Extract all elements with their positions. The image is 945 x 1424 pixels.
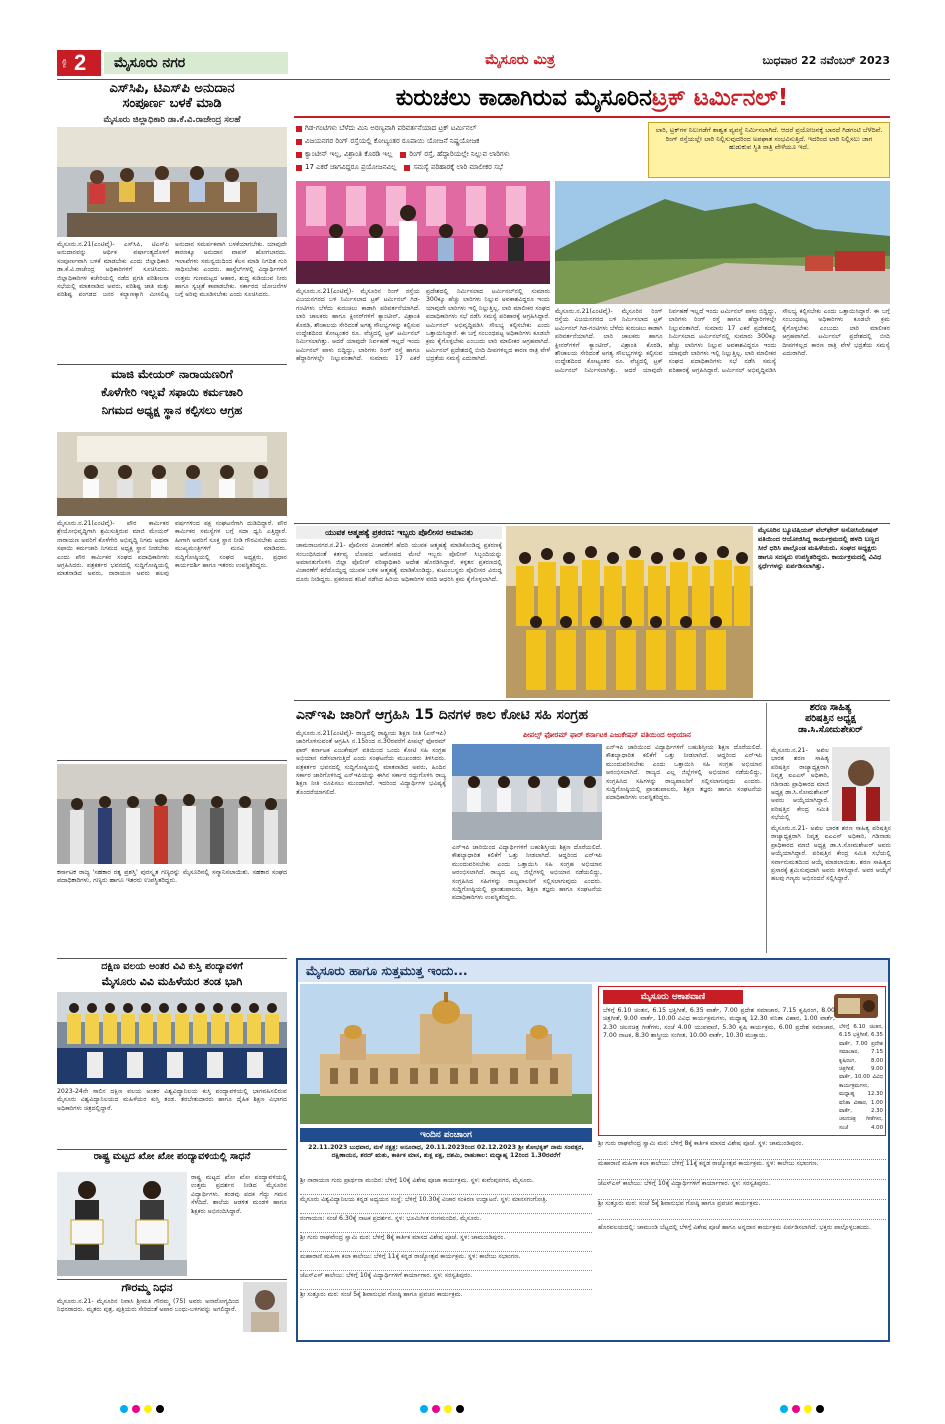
police-headline: ಯುವಕ ಆತ್ಮಹತ್ಯೆ ಪ್ರಕರಣ: ಇಬ್ಬರು ಪೊಲೀಸರ ಅಮಾನತು bbox=[296, 526, 502, 539]
scst-headline-2: ಸಂಪೂರ್ಣ ಬಳಕೆ ಮಾಡಿ bbox=[122, 95, 222, 111]
mayor-headline-2: ಕೊಳೆಗೇರಿ ಇಲ್ಲವೆ ಸಫಾಯಿ ಕರ್ಮಚಾರಿ bbox=[101, 385, 243, 400]
events-list bbox=[300, 1176, 592, 1340]
lead-bullet: ವಿಜಯನಗರ ರಿಂಗ್ ರಸ್ತೆಯಲ್ಲಿ ಕೋಟ್ಯಂತರ ರೂಪಾಯಿ ಯೋಜನೆ ನಿಷ್ಪ್ರಯೋಜಕ bbox=[296, 135, 641, 148]
event-item: ಶ್ರೀ ಸುತ್ತೂರು ಮಠ: ಸಂಜೆ 5ಕ್ಕೆ ಶಿವಾನುಭವ ಗೋಷ್ಠಿ ಹಾಗೂ ಪ್ರವಚನ ಕಾರ್ಯಕ್ರಮ. bbox=[598, 1200, 886, 1220]
event-item: ಶ್ರೀ ನಾರಾಯಣ ಗುರು ಪ್ರಾರ್ಥನಾ ಮಂದಿರ: ಬೆಳಿಗ್ಗೆ 10ಕ್ಕೆ ವಿಶೇಷ ಪೂಜಾ ಕಾರ್ಯಕ್ರಮ. ಸ್ಥಳ: ಕುವೆಂಪುನಗರ, ಮೈಸೂರು. bbox=[300, 1176, 592, 1195]
masthead bbox=[0, 48, 945, 78]
paper-name: ಮೈಸೂರು ಮಿತ್ರ bbox=[485, 52, 555, 68]
kho-headline: ರಾಷ್ಟ್ರ ಮಟ್ಟದ ಖೋ ಖೋ ಪಂದ್ಯಾವಳಿಯಲ್ಲಿ ಸಾಧನೆ bbox=[93, 1151, 251, 1162]
dc-meeting-photo bbox=[57, 127, 287, 237]
panchanga-title: ಇಂದಿನ ಪಂಚಾಂಗ bbox=[300, 1128, 592, 1142]
radio-title: ಮೈಸೂರು ಆಕಾಶವಾಣಿ bbox=[603, 990, 743, 1004]
mayor-article bbox=[57, 368, 287, 758]
event-item: ಮೈಸೂರು ವಿಶ್ವವಿದ್ಯಾನಿಲಯ ಕನ್ನಡ ಅಧ್ಯಯನ ಸಂಸ್ಥೆ: ಬೆಳಿಗ್ಗೆ 10.30ಕ್ಕೆ ವಿಚಾರ ಸಂಕಿರಣ ಉದ್ಘಾಟನೆ. ಸ್ಥಳ: ಮಾನಸಗಂಗೋತ್ರಿ. bbox=[300, 1195, 592, 1214]
obit-headline: ಗೌರಮ್ಮ ನಿಧನ bbox=[121, 1281, 173, 1294]
obit-article bbox=[57, 1282, 287, 1342]
mayor-headline-1: ಮಾಜಿ ಮೇಯರ್ ನಾರಾಯಣರಿಗೆ bbox=[111, 367, 233, 381]
university-caption: 2023-24ನೇ ಸಾಲಿನ ದಕ್ಷಿಣ ವಲಯ ಅಂತರ ವಿಶ್ವವಿದ್ಯಾನಿಲಯ ಕುಸ್ತಿ ಪಂದ್ಯಾವಳಿಯಲ್ಲಿ ಭಾಗವಹಿಸಲಿರುವ ಮೈಸೂರು ವಿಶ್ವವಿದ್ಯಾನಿಲಯದ ಮಹಿಳೆಯರ ಕುಸ್ತಿ ತಂಡ. ತರಬೇತುದಾರರು ಹಾಗೂ ದೈಹಿಕ ಶಿಕ್ಷಣ ವಿಭಾಗದ ಅಧಿಕಾರಿಗಳು ಚಿತ್ರದಲ್ಲಿದ್ದಾರೆ. bbox=[57, 1088, 287, 1112]
lead-body: ಮೈಸೂರು.ನ.21(ಎಂಟಿವೈ)- ಮೈಸೂರಿನ ರಿಂಗ್ ರಸ್ತೆಯ ವಿಜಯನಗರದ ಬಳಿ ನಿರ್ಮಿಸಲಾದ ಟ್ರಕ್ ಟರ್ಮಿನಲ್ ಗಿಡ-ಗಂಟಿಗಳು ಬೆಳೆದು ಕುರುಚಲು ಕಾಡಾಗಿ ಪರಿವರ್ತನೆಯಾಗಿದೆ. ಲಾರಿ ಚಾಲಕರು ಹಾಗೂ ಕ್ಲೀನರ್‌ಗಳಿಗೆ ಕ್ಯಾಂಟೀನ್, ವಿಶ್ರಾಂತಿ ಕೊಠಡಿ, ಶೌಚಾಲಯ ಸೇರಿದಂತೆ ಅಗತ್ಯ ಸೌಲಭ್ಯಗಳನ್ನು ಕಲ್ಪಿಸುವ ಉದ್ದೇಶದಿಂದ ಕೋಟ್ಯಂತರ ರೂ. ವೆಚ್ಚದಲ್ಲಿ ಟ್ರಕ್ ಟರ್ಮಿನಲ್ ನಿರ್ಮಿಸಲಾಗಿತ್ತು. ಆದರೆ ಯಾವುದೇ ನಿರ್ವಹಣೆ ಇಲ್ಲದೆ ಇಂದು ಟರ್ಮಿನಲ್ ಪಾಳು ಬಿದ್ದಿದ್ದು, ಲಾರಿಗಳು ರಿಂಗ್ ರಸ್ತೆ ಹಾಗೂ ಹೆದ್ದಾರಿಗಳಲ್ಲೇ ನಿಲ್ಲುವಂತಾಗಿದೆ. ಸುಮಾರು 17 ಎಕರೆ ಪ್ರದೇಶದಲ್ಲಿ ನಿರ್ಮಿಸಲಾದ ಟರ್ಮಿನಲ್‌ನಲ್ಲಿ ಸುಮಾರು 300ಕ್ಕೂ ಹೆಚ್ಚು ಲಾರಿಗಳು ನಿಲ್ಲುವ ಅವಕಾಶವಿದ್ದರೂ ಇಂದು ಯಾವುದೇ ಲಾರಿಗಳು ಇಲ್ಲಿ ನಿಲ್ಲುತ್ತಿಲ್ಲ. ಲಾರಿ ಮಾಲೀಕರ ಸಂಘದ ಪದಾಧಿಕಾರಿಗಳು ಸಭೆ ನಡೆಸಿ ಸಮಸ್ಯೆ ಪರಿಹಾರಕ್ಕೆ ಆಗ್ರಹಿಸಿದ್ದಾರೆ. ಟರ್ಮಿನಲ್ ಅಭಿವೃದ್ಧಿಪಡಿಸಿ ಸೌಲಭ್ಯ ಕಲ್ಪಿಸಬೇಕು ಎಂದು ಒತ್ತಾಯಿಸಿದ್ದಾರೆ. ಈ ಬಗ್ಗೆ ಸಂಬಂಧಪಟ್ಟ ಅಧಿಕಾರಿಗಳು ಕೂಡಲೇ ಕ್ರಮ ಕೈಗೊಳ್ಳಬೇಕು ಎಂಬುದು ಲಾರಿ ಮಾಲೀಕರ ಆಗ್ರಹವಾಗಿದೆ. ಟರ್ಮಿನಲ್ ಪ್ರದೇಶದಲ್ಲಿ ಬೀದಿ ದೀಪಗಳಿಲ್ಲದ ಕಾರಣ ರಾತ್ರಿ ವೇಳೆ ಭದ್ರತೆಯ ಸಮಸ್ಯೆ ಎದುರಾಗಿದೆ. bbox=[296, 288, 550, 363]
event-item: ಶ್ರೀ ಗುರು ರಾಘವೇಂದ್ರ ಸ್ವಾಮಿ ಮಠ: ಬೆಳಿಗ್ಗೆ 8ಕ್ಕೆ ಕಾರ್ತಿಕ ಮಾಸದ ವಿಶೇಷ ಪೂಜೆ. ಸ್ಥಳ: ಚಾಮುಂಡಿಪುರಂ. bbox=[300, 1233, 592, 1252]
nep-body: ಮೈಸೂರು.ನ.21(ಎಂಟಿವೈ)- ರಾಜ್ಯದಲ್ಲಿ ರಾಷ್ಟ್ರೀಯ ಶಿಕ್ಷಣ ನೀತಿ (ಎನ್‌ಇಪಿ) ಜಾರಿಗೊಳಿಸುವಂತೆ ಆಗ್ರಹಿಸಿ ನ.15ರಿಂದ ನ.30ರವರೆಗೆ ಪೀಪಲ್ಸ್ ಫೋರಮ್ ಫಾರ್ ಕರ್ನಾಟಕ ಎಜುಕೇಷನ್ ವತಿಯಿಂದ ಒಂದು ಕೋಟಿ ಸಹಿ ಸಂಗ್ರಹ ಅಭಿಯಾನ ನಡೆಸಲಾಗುತ್ತಿದೆ ಎಂದು ಸಂಘಟನೆಯ ಮುಖಂಡರು ತಿಳಿಸಿದರು. ಪತ್ರಕರ್ತರ ಭವನದಲ್ಲಿ ಸುದ್ದಿಗೋಷ್ಠಿಯಲ್ಲಿ ಮಾತನಾಡಿದ ಅವರು, ಹಿಂದಿನ ಸರ್ಕಾರ ಜಾರಿಗೊಳಿಸಿದ್ದ ಎನ್‌ಇಪಿಯನ್ನು ಈಗಿನ ಸರ್ಕಾರ ರದ್ದುಗೊಳಿಸಿ ರಾಜ್ಯ ಶಿಕ್ಷಣ ನೀತಿ ರೂಪಿಸಲು ಮುಂದಾಗಿದೆ. ಇದರಿಂದ ವಿದ್ಯಾರ್ಥಿಗಳ ಭವಿಷ್ಯಕ್ಕೆ ತೊಂದರೆಯಾಗಲಿದೆ. bbox=[296, 730, 446, 796]
award-photo bbox=[57, 764, 287, 864]
scst-body: ಮೈಸೂರು.ನ.21(ಎಂಟಿವೈ)- ಎಸ್‌ಸಿಪಿ, ಟಿಎಸ್‌ಪಿ ಅನುದಾನವನ್ನು ಆರ್ಥಿಕ ವರ್ಷಾಂತ್ಯದೊಳಗೆ ಸಂಪೂರ್ಣವಾಗಿ ಬಳಕೆ ಮಾಡಬೇಕು ಎಂದು ಜಿಲ್ಲಾಧಿಕಾರಿ ಡಾ.ಕೆ.ವಿ.ರಾಜೇಂದ್ರ ಅಧಿಕಾರಿಗಳಿಗೆ ಸೂಚಿಸಿದರು. ಜಿಲ್ಲಾಧಿಕಾರಿಗಳ ಕಚೇರಿಯಲ್ಲಿ ನಡೆದ ಪ್ರಗತಿ ಪರಿಶೀಲನಾ ಸಭೆಯಲ್ಲಿ ಮಾತನಾಡಿದ ಅವರು, ಪರಿಶಿಷ್ಟ ಜಾತಿ ಮತ್ತು ಪರಿಶಿಷ್ಟ ಪಂಗಡದ ಜನರ ಕಲ್ಯಾಣಕ್ಕಾಗಿ ಮೀಸಲಿಟ್ಟ ಅನುದಾನ ಸಮರ್ಪಕವಾಗಿ ಬಳಕೆಯಾಗಬೇಕು. ಯಾವುದೇ ಕಾರಣಕ್ಕೂ ಅನುದಾನ ವಾಪಸ್ ಹೋಗಬಾರದು. ಇಲಾಖೆಗಳು ಸಮನ್ವಯದಿಂದ ಕೆಲಸ ಮಾಡಿ ನಿಗದಿತ ಗುರಿ ಸಾಧಿಸಬೇಕು ಎಂದರು. ಹಾಸ್ಟೆಲ್‌ಗಳಲ್ಲಿ ವಿದ್ಯಾರ್ಥಿಗಳಿಗೆ ಉತ್ತಮ ಗುಣಮಟ್ಟದ ಆಹಾರ, ಶುದ್ಧ ಕುಡಿಯುವ ನೀರು ಹಾಗೂ ಸ್ವಚ್ಛತೆ ಕಾಪಾಡಬೇಕು. ಸರ್ಕಾರದ ಯೋಜನೆಗಳ ಬಗ್ಗೆ ಅರಿವು ಮೂಡಿಸಬೇಕು ಎಂದು ಸೂಚಿಸಿದರು. bbox=[57, 241, 287, 299]
truck-terminal-photo bbox=[555, 181, 890, 304]
sharana-article bbox=[766, 703, 890, 953]
lead-bullet: 17 ಎಕರೆ ಜಾಗವಿದ್ದರೂ ಪ್ರಯೋಜನವಿಲ್ಲ ಸಮಸ್ಯೆ ಪರಿಹಾರಕ್ಕೆ ಲಾರಿ ಮಾಲೀಕರ ಸಭೆ bbox=[296, 161, 641, 174]
obit-body: ಮೈಸೂರು.ನ.21- ಮೈಸೂರಿನ ನಿವಾಸಿ ಶ್ರೀಮತಿ ಗೌರಮ್ಮ (75) ಅವರು ಅನಾರೋಗ್ಯದಿಂದ ನಿಧನರಾದರು. ಮೃತರು ಪುತ್ರ, ಪುತ್ರಿಯರು ಸೇರಿದಂತೆ ಅಪಾರ ಬಂಧು-ಬಳಗವನ್ನು ಅಗಲಿದ್ದಾರೆ. bbox=[57, 1298, 239, 1314]
event-item: ಜೆಎಸ್‌ಎಸ್ ಕಾಲೇಜು: ಬೆಳಿಗ್ಗೆ 10ಕ್ಕೆ ವಿದ್ಯಾರ್ಥಿಗಳಿಗೆ ಕಾರ್ಯಾಗಾರ. ಸ್ಥಳ: ಸರಸ್ವತಿಪುರಂ. bbox=[300, 1271, 592, 1290]
event-item: ಶ್ರೀ ಗುರು ರಾಘವೇಂದ್ರ ಸ್ವಾಮಿ ಮಠ: ಬೆಳಿಗ್ಗೆ 8ಕ್ಕೆ ಕಾರ್ತಿಕ ಮಾಸದ ವಿಶೇಷ ಪೂಜೆ. ಸ್ಥಳ: ಚಾಮುಂಡಿಪುರಂ. bbox=[598, 1140, 886, 1160]
page-number: 2 bbox=[74, 50, 87, 75]
event-item: ಮಹಾರಾಣಿ ಮಹಿಳಾ ಕಲಾ ಕಾಲೇಜು: ಬೆಳಿಗ್ಗೆ 11ಕ್ಕೆ ಕನ್ನಡ ರಾಜ್ಯೋತ್ಸವ ಕಾರ್ಯಕ್ರಮ. ಸ್ಥಳ: ಕಾಲೇಜು ಸಭಾಂಗಣ. bbox=[598, 1160, 886, 1180]
event-item: ಮಹಾರಾಣಿ ಮಹಿಳಾ ಕಲಾ ಕಾಲೇಜು: ಬೆಳಿಗ್ಗೆ 11ಕ್ಕೆ ಕನ್ನಡ ರಾಜ್ಯೋತ್ಸವ ಕಾರ್ಯಕ್ರಮ. ಸ್ಥಳ: ಕಾಲೇಜು ಸಭಾಂಗಣ. bbox=[300, 1252, 592, 1271]
truck-meeting-photo bbox=[296, 181, 550, 284]
today-banner: ಮೈಸೂರು ಹಾಗೂ ಸುತ್ತಮುತ್ತ ಇಂದು... bbox=[298, 960, 888, 982]
women-group-photo bbox=[506, 526, 753, 698]
university-article bbox=[57, 962, 287, 1147]
sharana-headline-3: ಡಾ.ಸಿ.ಸೋಮಶೇಖರ್ bbox=[798, 724, 863, 735]
police-body: ಚಾಮರಾಜನಗರ.ನ.21- ಪೊಲೀಸರ ವಿಚಾರಣೆಗೆ ಹೆದರಿ ಯುವಕ ಆತ್ಮಹತ್ಯೆ ಮಾಡಿಕೊಂಡಿದ್ದ ಪ್ರಕರಣಕ್ಕೆ ಸಂಬಂಧಿಸಿದಂತೆ ಕರ್ತವ್ಯ ಲೋಪದ ಆರೋಪದ ಮೇಲೆ ಇಬ್ಬರು ಪೊಲೀಸ್ ಸಿಬ್ಬಂದಿಯನ್ನು ಅಮಾನತುಗೊಳಿಸಿ ಜಿಲ್ಲಾ ಪೊಲೀಸ್ ವರಿಷ್ಠಾಧಿಕಾರಿ ಆದೇಶ ಹೊರಡಿಸಿದ್ದಾರೆ. ಕಳ್ಳತನ ಪ್ರಕರಣದಲ್ಲಿ ವಿಚಾರಣೆಗೆ ಕರೆದೊಯ್ದಿದ್ದ ಯುವಕ ಬಳಿಕ ಆತ್ಮಹತ್ಯೆ ಮಾಡಿಕೊಂಡಿದ್ದು, ಕುಟುಂಬಸ್ಥರು ಪೊಲೀಸರ ವಿರುದ್ಧ ದೂರು ನೀಡಿದ್ದರು. ಪ್ರಕರಣದ ತನಿಖೆ ನಡೆಸಿದ ಹಿರಿಯ ಅಧಿಕಾರಿಗಳ ವರದಿ ಆಧರಿಸಿ ಕ್ರಮ ಕೈಗೊಳ್ಳಲಾಗಿದೆ. bbox=[296, 542, 502, 583]
nep-body-right: ಎನ್‌ಇಪಿ ಜಾರಿಯಿಂದ ವಿದ್ಯಾರ್ಥಿಗಳಿಗೆ ಬಹುಶಿಸ್ತೀಯ ಶಿಕ್ಷಣ ದೊರೆಯಲಿದೆ. ಕೌಶಲ್ಯಾಧಾರಿತ ಕಲಿಕೆಗೆ ಒತ್ತು ನೀಡಲಾಗಿದೆ. ಆದ್ದರಿಂದ ಎನ್‌ಇಪಿ ಮುಂದುವರಿಸಬೇಕು ಎಂದು ಒತ್ತಾಯಿಸಿ ಸಹಿ ಸಂಗ್ರಹ ಅಭಿಯಾನ ಆರಂಭಿಸಲಾಗಿದೆ. ರಾಜ್ಯದ ಎಲ್ಲ ಜಿಲ್ಲೆಗಳಲ್ಲಿ ಅಭಿಯಾನ ನಡೆಯಲಿದ್ದು, ಸಂಗ್ರಹಿಸಿದ ಸಹಿಗಳನ್ನು ರಾಜ್ಯಪಾಲರಿಗೆ ಸಲ್ಲಿಸಲಾಗುವುದು ಎಂದರು. ಸುದ್ದಿಗೋಷ್ಠಿಯಲ್ಲಿ ಪ್ರಾಂಶುಪಾಲರು, ಶಿಕ್ಷಣ ತಜ್ಞರು ಹಾಗೂ ಸಂಘಟನೆಯ ಪದಾಧಿಕಾರಿಗಳು ಉಪಸ್ಥಿತರಿದ್ದರು. bbox=[606, 744, 762, 802]
mayor-body: ಮೈಸೂರು.ನ.21(ಎಂಟಿವೈ)- ಪೌರ ಕಾರ್ಮಿಕರ ಶ್ರೇಯೋಭಿವೃದ್ಧಿಗಾಗಿ ಶ್ರಮಿಸುತ್ತಿರುವ ಮಾಜಿ ಮೇಯರ್ ನಾರಾಯಣ ಅವರಿಗೆ ಕೊಳೆಗೇರಿ ಅಭಿವೃದ್ಧಿ ನಿಗಮ ಅಥವಾ ಸಫಾಯಿ ಕರ್ಮಚಾರಿ ನಿಗಮದ ಅಧ್ಯಕ್ಷ ಸ್ಥಾನ ನೀಡಬೇಕು ಎಂದು ಪೌರ ಕಾರ್ಮಿಕರ ಸಂಘದ ಪದಾಧಿಕಾರಿಗಳು ಆಗ್ರಹಿಸಿದರು. ಪತ್ರಕರ್ತರ ಭವನದಲ್ಲಿ ಸುದ್ದಿಗೋಷ್ಠಿಯಲ್ಲಿ ಮಾತನಾಡಿದ ಅವರು, ನಾರಾಯಣ ಅವರು ಹಲವು ವರ್ಷಗಳಿಂದ ಪಕ್ಷ ಸಂಘಟನೆಗಾಗಿ ದುಡಿದಿದ್ದಾರೆ. ಪೌರ ಕಾರ್ಮಿಕರ ಸಮಸ್ಯೆಗಳ ಬಗ್ಗೆ ಸದಾ ಧ್ವನಿ ಎತ್ತಿದ್ದಾರೆ. ಹೀಗಾಗಿ ಅವರಿಗೆ ಸೂಕ್ತ ಸ್ಥಾನ ನೀಡಿ ಗೌರವಿಸಬೇಕು ಎಂದು ಮುಖ್ಯಮಂತ್ರಿಗಳಿಗೆ ಮನವಿ ಮಾಡಿದರು. ಸುದ್ದಿಗೋಷ್ಠಿಯಲ್ಲಿ ಸಂಘದ ಅಧ್ಯಕ್ಷರು, ಪ್ರಧಾನ ಕಾರ್ಯದರ್ಶಿ ಹಾಗೂ ಇತರರು ಉಪಸ್ಥಿತರಿದ್ದರು. bbox=[57, 520, 287, 578]
scst-subhead: ಮೈಸೂರು ಜಿಲ್ಲಾಧಿಕಾರಿ ಡಾ.ಕೆ.ವಿ.ರಾಜೇಂದ್ರ ಸಲಹೆ bbox=[103, 114, 241, 125]
nep-strip: ಪೀಪಲ್ಸ್ ಫೋರಮ್ ಫಾರ್ ಕರ್ನಾಟಕ ಎಜುಕೇಷನ್ ವತಿಯಿಂದ ಅಭಿಯಾನ bbox=[522, 730, 692, 739]
panchanga-text: 22.11.2023 ಬುಧವಾರ, ಮಳೆ ನಕ್ಷತ್ರ: ಅನೂರಾಧ, 20.11.2023ರಿಂದ 02.12.2023 ಶ್ರೀ ಶೋಭಕೃತ್ ನಾಮ ಸಂವತ್ಸರ, ದಕ್ಷಿಣಾಯನ, ಶರದ್ ಋತು, ಕಾರ್ತಿಕ ಮಾಸ, ಶುಕ್ಲ ಪಕ್ಷ, ದಶಮಿ, ರಾಹುಕಾಲ: ಮಧ್ಯಾಹ್ನ 12ರಿಂದ 1.30ರವರೆಗೆ bbox=[308, 1144, 584, 1160]
registration-marks bbox=[0, 1405, 945, 1417]
page-number-badge bbox=[57, 50, 101, 76]
sharana-headline-2: ಪರಿಷತ್ತಿನ ಅಧ್ಯಕ್ಷ bbox=[805, 712, 856, 724]
nep-headline: ಎನ್‌ಇಪಿ ಜಾರಿಗೆ ಆಗ್ರಹಿಸಿ 15 ದಿನಗಳ ಕಾಲ ಕೋಟಿ ಸಹಿ ಸಂಗ್ರಹ bbox=[296, 707, 589, 723]
extra-note: ಹೊರವಲಯದಲ್ಲಿ: ಚಾಮುಂಡಿ ಬೆಟ್ಟದಲ್ಲಿ ಬೆಳಿಗ್ಗೆ ವಿಶೇಷ ಪೂಜೆ ಹಾಗೂ ಅನ್ನದಾನ ಕಾರ್ಯಕ್ರಮ ಏರ್ಪಡಿಸಲಾಗಿದೆ. ಭಕ್ತರು ಪಾಲ್ಗೊಳ್ಳಬಹುದು. bbox=[598, 1224, 871, 1231]
lead-bullets bbox=[296, 122, 641, 178]
kho-article bbox=[57, 1152, 287, 1277]
events-list-right bbox=[598, 1140, 886, 1340]
sharana-headline-1: ಶರಣ ಸಾಹಿತ್ಯ bbox=[809, 702, 852, 713]
scst-headline-1: ಎಸ್‌ಸಿಪಿ, ಟಿಎಸ್‌ಪಿ ಅನುದಾನ bbox=[109, 81, 235, 96]
radio-schedule-right: ಬೆಳಿಗ್ಗೆ 6.10 ಚಿಂತನ, 6.15 ಭಕ್ತಿಗೀತೆ, 6.35 ವಾರ್ತೆ, 7.00 ಪ್ರದೇಶ ಸಮಾಚಾರ, 7.15 ಕೃಷಿರಂಗ, 8.00 ಚಿತ್ರಗೀತೆ, 9.00 ವಾರ್ತೆ, 10.00 ವಿವಿಧ ಕಾರ್ಯಕ್ರಮಗಳು, ಮಧ್ಯಾಹ್ನ 12.30 ವನಿತಾ ವಿಹಾರ, 1.00 ವಾರ್ತೆ, 2.30 ಚಲನಚಿತ್ರ ಗೀತೆಗಳು, ಸಂಜೆ 4.00 bbox=[839, 1024, 883, 1131]
kho-players-photo bbox=[57, 1172, 187, 1276]
university-headline-2: ಮೈಸೂರು ವಿವಿ ಮಹಿಳೆಯರ ತಂಡ ಭಾಗಿ bbox=[101, 974, 243, 988]
lead-headline-main: ಕುರುಚಲು ಕಾಡಾಗಿರುವ ಮೈಸೂರಿನ bbox=[395, 85, 652, 111]
radio-icon bbox=[833, 991, 879, 1019]
section-title: ಮೈಸೂರು ನಗರ bbox=[104, 52, 288, 74]
sharana-body: ಮೈಸೂರು.ನ.21- ಅಖಿಲ ಭಾರತ ಶರಣ ಸಾಹಿತ್ಯ ಪರಿಷತ್ತಿನ ರಾಜ್ಯಾಧ್ಯಕ್ಷರಾಗಿ ನಿವೃತ್ತ ಐಎಎಸ್ ಅಧಿಕಾರಿ, ಗಡಿನಾಡು ಪ್ರಾಧಿಕಾರದ ಮಾಜಿ ಅಧ್ಯಕ್ಷ ಡಾ.ಸಿ.ಸೋಮಶೇಖರ್ ಅವರು ಆಯ್ಕೆಯಾಗಿದ್ದಾರೆ. ಪರಿಷತ್ತಿನ ಕೇಂದ್ರ ಸಮಿತಿ ಸಭೆಯಲ್ಲಿ bbox=[771, 747, 829, 822]
event-item: ಶ್ರೀ ಸುತ್ತೂರು ಮಠ: ಸಂಜೆ 5ಕ್ಕೆ ಶಿವಾನುಭವ ಗೋಷ್ಠಿ ಹಾಗೂ ಪ್ರವಚನ ಕಾರ್ಯಕ್ರಮ. bbox=[300, 1291, 463, 1298]
radio-schedule: ಬೆಳಿಗ್ಗೆ 6.10 ಚಿಂತನ, 6.15 ಭಕ್ತಿಗೀತೆ, 6.35 ವಾರ್ತೆ, 7.00 ಪ್ರದೇಶ ಸಮಾಚಾರ, 7.15 ಕೃಷಿರಂಗ, 8.00 ಚಿತ್ರಗೀತೆ, 9.00 ವಾರ್ತೆ, 10.00 ವಿವಿಧ ಕಾರ್ಯಕ್ರಮಗಳು, ಮಧ್ಯಾಹ್ನ 12.30 ವನಿತಾ ವಿಹಾರ, 1.00 ವಾರ್ತೆ, 2.30 ಚಲನಚಿತ್ರ ಗೀತೆಗಳು, ಸಂಜೆ 4.00 ಯುವವಾಣಿ, 5.30 ಕೃಷಿ ಕಾರ್ಯಕ್ರಮ, 6.00 ಪ್ರದೇಶ ಸಮಾಚಾರ, 7.00 ನಾಟಕ, 8.30 ಶಾಸ್ತ್ರೀಯ ಸಂಗೀತ, 10.00 ವಾರ್ತೆ, 10.30 ಮುಕ್ತಾಯ. bbox=[603, 1007, 835, 1040]
press-meet-photo bbox=[57, 432, 287, 516]
nep-body-lower: ಎನ್‌ಇಪಿ ಜಾರಿಯಿಂದ ವಿದ್ಯಾರ್ಥಿಗಳಿಗೆ ಬಹುಶಿಸ್ತೀಯ ಶಿಕ್ಷಣ ದೊರೆಯಲಿದೆ. ಕೌಶಲ್ಯಾಧಾರಿತ ಕಲಿಕೆಗೆ ಒತ್ತು ನೀಡಲಾಗಿದೆ. ಆದ್ದರಿಂದ ಎನ್‌ಇಪಿ ಮುಂದುವರಿಸಬೇಕು ಎಂದು ಒತ್ತಾಯಿಸಿ ಸಹಿ ಸಂಗ್ರಹ ಅಭಿಯಾನ ಆರಂಭಿಸಲಾಗಿದೆ. ರಾಜ್ಯದ ಎಲ್ಲ ಜಿಲ್ಲೆಗಳಲ್ಲಿ ಅಭಿಯಾನ ನಡೆಯಲಿದ್ದು, ಸಂಗ್ರಹಿಸಿದ ಸಹಿಗಳನ್ನು ರಾಜ್ಯಪಾಲರಿಗೆ ಸಲ್ಲಿಸಲಾಗುವುದು ಎಂದರು. ಸುದ್ದಿಗೋಷ್ಠಿಯಲ್ಲಿ ಪ್ರಾಂಶುಪಾಲರು, ಶಿಕ್ಷಣ ತಜ್ಞರು ಹಾಗೂ ಸಂಘಟನೆಯ ಪದಾಧಿಕಾರಿಗಳು ಉಪಸ್ಥಿತರಿದ್ದರು. bbox=[452, 844, 602, 902]
issue-date: ಬುಧವಾರ 22 ನವೆಂಬರ್ 2023 bbox=[762, 54, 890, 67]
somashekhar-portrait bbox=[832, 747, 890, 821]
university-headline-1: ದಕ್ಷಿಣ ವಲಯ ಅಂತರ ವಿವಿ ಕುಸ್ತಿ ಪಂದ್ಯಾವಳಿಗೆ bbox=[101, 961, 243, 972]
event-item: ಜೆಎಸ್‌ಎಸ್ ಕಾಲೇಜು: ಬೆಳಿಗ್ಗೆ 10ಕ್ಕೆ ವಿದ್ಯಾರ್ಥಿಗಳಿಗೆ ಕಾರ್ಯಾಗಾರ. ಸ್ಥಳ: ಸರಸ್ವತಿಪುರಂ. bbox=[598, 1180, 886, 1200]
award-article bbox=[57, 764, 287, 954]
nep-press-photo bbox=[452, 744, 602, 840]
women-caption: ಮೈಸೂರಿನ ಬ್ಯೂಟಿಷಿಯನ್ ವೆಲ್‌ಫೇರ್ ಅಸೋಸಿಯೇಷನ್ ವತಿಯಿಂದ ಆಯೋಜಿಸಿದ್ದ ಕಾರ್ಯಕ್ರಮದಲ್ಲಿ ಹಳದಿ ಬಣ್ಣದ ಸೀರೆ ಧರಿಸಿ ಪಾಲ್ಗೊಂಡ ಮಹಿಳೆಯರು. ಸಂಘದ ಅಧ್ಯಕ್ಷರು ಹಾಗೂ ಸದಸ್ಯರು ಉಪಸ್ಥಿತರಿದ್ದರು. ಕಾರ್ಯಕ್ರಮದಲ್ಲಿ ವಿವಿಧ ಸ್ಪರ್ಧೆಗಳನ್ನು ಏರ್ಪಡಿಸಲಾಗಿತ್ತು. bbox=[758, 526, 882, 570]
palace-photo bbox=[300, 984, 592, 1124]
mayor-headline-3: ನಿಗಮದ ಅಧ್ಯಕ್ಷ ಸ್ಥಾನ ಕಲ್ಪಿಸಲು ಆಗ್ರಹ bbox=[101, 403, 243, 418]
lead-headline-accent: ಟ್ರಕ್ ಟರ್ಮಿನಲ್! bbox=[651, 85, 789, 111]
obit-portrait bbox=[243, 1282, 287, 1332]
radio-box bbox=[598, 986, 886, 1136]
lead-body-continued: ಮೈಸೂರು.ನ.21(ಎಂಟಿವೈ)- ಮೈಸೂರಿನ ರಿಂಗ್ ರಸ್ತೆಯ ವಿಜಯನಗರದ ಬಳಿ ನಿರ್ಮಿಸಲಾದ ಟ್ರಕ್ ಟರ್ಮಿನಲ್ ಗಿಡ-ಗಂಟಿಗಳು ಬೆಳೆದು ಕುರುಚಲು ಕಾಡಾಗಿ ಪರಿವರ್ತನೆಯಾಗಿದೆ. ಲಾರಿ ಚಾಲಕರು ಹಾಗೂ ಕ್ಲೀನರ್‌ಗಳಿಗೆ ಕ್ಯಾಂಟೀನ್, ವಿಶ್ರಾಂತಿ ಕೊಠಡಿ, ಶೌಚಾಲಯ ಸೇರಿದಂತೆ ಅಗತ್ಯ ಸೌಲಭ್ಯಗಳನ್ನು ಕಲ್ಪಿಸುವ ಉದ್ದೇಶದಿಂದ ಕೋಟ್ಯಂತರ ರೂ. ವೆಚ್ಚದಲ್ಲಿ ಟ್ರಕ್ ಟರ್ಮಿನಲ್ ನಿರ್ಮಿಸಲಾಗಿತ್ತು. ಆದರೆ ಯಾವುದೇ ನಿರ್ವಹಣೆ ಇಲ್ಲದೆ ಇಂದು ಟರ್ಮಿನಲ್ ಪಾಳು ಬಿದ್ದಿದ್ದು, ಲಾರಿಗಳು ರಿಂಗ್ ರಸ್ತೆ ಹಾಗೂ ಹೆದ್ದಾರಿಗಳಲ್ಲೇ ನಿಲ್ಲುವಂತಾಗಿದೆ. ಸುಮಾರು 17 ಎಕರೆ ಪ್ರದೇಶದಲ್ಲಿ ನಿರ್ಮಿಸಲಾದ ಟರ್ಮಿನಲ್‌ನಲ್ಲಿ ಸುಮಾರು 300ಕ್ಕೂ ಹೆಚ್ಚು ಲಾರಿಗಳು ನಿಲ್ಲುವ ಅವಕಾಶವಿದ್ದರೂ ಇಂದು ಯಾವುದೇ ಲಾರಿಗಳು ಇಲ್ಲಿ ನಿಲ್ಲುತ್ತಿಲ್ಲ. ಲಾರಿ ಮಾಲೀಕರ ಸಂಘದ ಪದಾಧಿಕಾರಿಗಳು ಸಭೆ ನಡೆಸಿ ಸಮಸ್ಯೆ ಪರಿಹಾರಕ್ಕೆ ಆಗ್ರಹಿಸಿದ್ದಾರೆ. ಟರ್ಮಿನಲ್ ಅಭಿವೃದ್ಧಿಪಡಿಸಿ ಸೌಲಭ್ಯ ಕಲ್ಪಿಸಬೇಕು ಎಂದು ಒತ್ತಾಯಿಸಿದ್ದಾರೆ. ಈ ಬಗ್ಗೆ ಸಂಬಂಧಪಟ್ಟ ಅಧಿಕಾರಿಗಳು ಕೂಡಲೇ ಕ್ರಮ ಕೈಗೊಳ್ಳಬೇಕು ಎಂಬುದು ಲಾರಿ ಮಾಲೀಕರ ಆಗ್ರಹವಾಗಿದೆ. ಟರ್ಮಿನಲ್ ಪ್ರದೇಶದಲ್ಲಿ ಬೀದಿ ದೀಪಗಳಿಲ್ಲದ ಕಾರಣ ರಾತ್ರಿ ವೇಳೆ ಭದ್ರತೆಯ ಸಮಸ್ಯೆ ಎದುರಾಗಿದೆ. bbox=[555, 308, 890, 374]
sharana-body-lower: ಮೈಸೂರು.ನ.21- ಅಖಿಲ ಭಾರತ ಶರಣ ಸಾಹಿತ್ಯ ಪರಿಷತ್ತಿನ ರಾಜ್ಯಾಧ್ಯಕ್ಷರಾಗಿ ನಿವೃತ್ತ ಐಎಎಸ್ ಅಧಿಕಾರಿ, ಗಡಿನಾಡು ಪ್ರಾಧಿಕಾರದ ಮಾಜಿ ಅಧ್ಯಕ್ಷ ಡಾ.ಸಿ.ಸೋಮಶೇಖರ್ ಅವರು ಆಯ್ಕೆಯಾಗಿದ್ದಾರೆ. ಪರಿಷತ್ತಿನ ಕೇಂದ್ರ ಸಮಿತಿ ಸಭೆಯಲ್ಲಿ ಸರ್ವಾನುಮತದಿಂದ ಆಯ್ಕೆ ಮಾಡಲಾಯಿತು. ಶರಣ ಸಾಹಿತ್ಯದ ಪ್ರಸಾರಕ್ಕೆ ಶ್ರಮಿಸುವುದಾಗಿ ಅವರು ತಿಳಿಸಿದ್ದಾರೆ. ಅವರ ಆಯ್ಕೆಗೆ ಹಲವು ಗಣ್ಯರು ಅಭಿನಂದನೆ ಸಲ್ಲಿಸಿದ್ದಾರೆ. bbox=[771, 825, 891, 883]
award-caption: ಕರ್ನಾಟಕ ರಾಜ್ಯ 'ಸಹಕಾರ ರತ್ನ ಪ್ರಶಸ್ತಿ' ಪುರಸ್ಕೃತ ಗಣ್ಯರನ್ನು ಮೈಸೂರಿನಲ್ಲಿ ಸನ್ಮಾನಿಸಲಾಯಿತು. ಸಹಕಾರ ಸಂಘದ ಪದಾಧಿಕಾರಿಗಳು, ಗಣ್ಯರು ಹಾಗೂ ಇತರರು ಉಪಸ್ಥಿತರಿದ್ದರು. bbox=[57, 868, 287, 885]
page-label: ಪುಟ bbox=[61, 58, 68, 68]
wrestling-team-photo bbox=[57, 992, 287, 1084]
lead-bullet: ಗಿಡ-ಗಂಟಿಗಳು ಬೆಳೆದು ಮಿನಿ ಅರಣ್ಯವಾಗಿ ಪರಿವರ್ತನೆಯಾದ ಟ್ರಕ್ ಟರ್ಮಿನಲ್ bbox=[296, 122, 641, 135]
lead-headline bbox=[294, 80, 890, 118]
kho-body: ರಾಷ್ಟ್ರ ಮಟ್ಟದ ಖೋ ಖೋ ಪಂದ್ಯಾವಳಿಯಲ್ಲಿ ಉತ್ತಮ ಪ್ರದರ್ಶನ ನೀಡಿದ ಮೈಸೂರಿನ ವಿದ್ಯಾರ್ಥಿಗಳು. ತಂಡವು ಪದಕ ಗೆದ್ದು ಗಮನ ಸೆಳೆದಿದೆ. ಶಾಲೆಯ ಆಡಳಿತ ಮಂಡಳಿ ಹಾಗೂ ಶಿಕ್ಷಕರು ಅಭಿನಂದಿಸಿದ್ದಾರೆ. bbox=[191, 1174, 287, 1215]
event-item: ರಂಗಾಯಣ: ಸಂಜೆ 6.30ಕ್ಕೆ ನಾಟಕ ಪ್ರದರ್ಶನ. ಸ್ಥಳ: ಭೂಮಿಗೀತ ರಂಗಮಂದಿರ, ಮೈಸೂರು. bbox=[300, 1214, 592, 1233]
lead-bullet: ಕ್ಯಾಂಟೀನ್ ಇಲ್ಲ, ವಿಶ್ರಾಂತಿ ಕೊಠಡಿ ಇಲ್ಲ ರಿಂಗ್ ರಸ್ತೆ, ಹೆದ್ದಾರಿಯಲ್ಲೇ ನಿಲ್ಲುವ ಲಾರಿಗಳು bbox=[296, 148, 641, 161]
police-article bbox=[296, 526, 502, 698]
scst-article bbox=[57, 82, 287, 362]
lead-callout-box: ಲಾರಿ, ಟ್ರಕ್‌ಗಳ ನಿಲುಗಡೆಗೆ ಶಾಶ್ವತ ವ್ಯವಸ್ಥೆ ನಿರ್ಮಿಸಲಾಗಿದೆ. ಆದರೆ ಪ್ರಯೋಜನಕ್ಕೆ ಬಾರದೆ ಗಿಡಗಂಟಿ ಬೆಳೆದಿವೆ. ರಿಂಗ್ ರಸ್ತೆಯಲ್ಲೇ ಲಾರಿ ನಿಲ್ಲಿಸುವುದರಿಂದ ಅಪಘಾತ ಸಂಭವಿಸುತ್ತಿದೆ. ಇದರಿಂದ ಲಾರಿ ನಿಲ್ಲಿಸಲು ಜಾಗ ಹುಡುಕುವ ಸ್ಥಿತಿ ರಾತ್ರಿ ವೇಳೆಯೂ ಇದೆ. bbox=[648, 122, 890, 178]
